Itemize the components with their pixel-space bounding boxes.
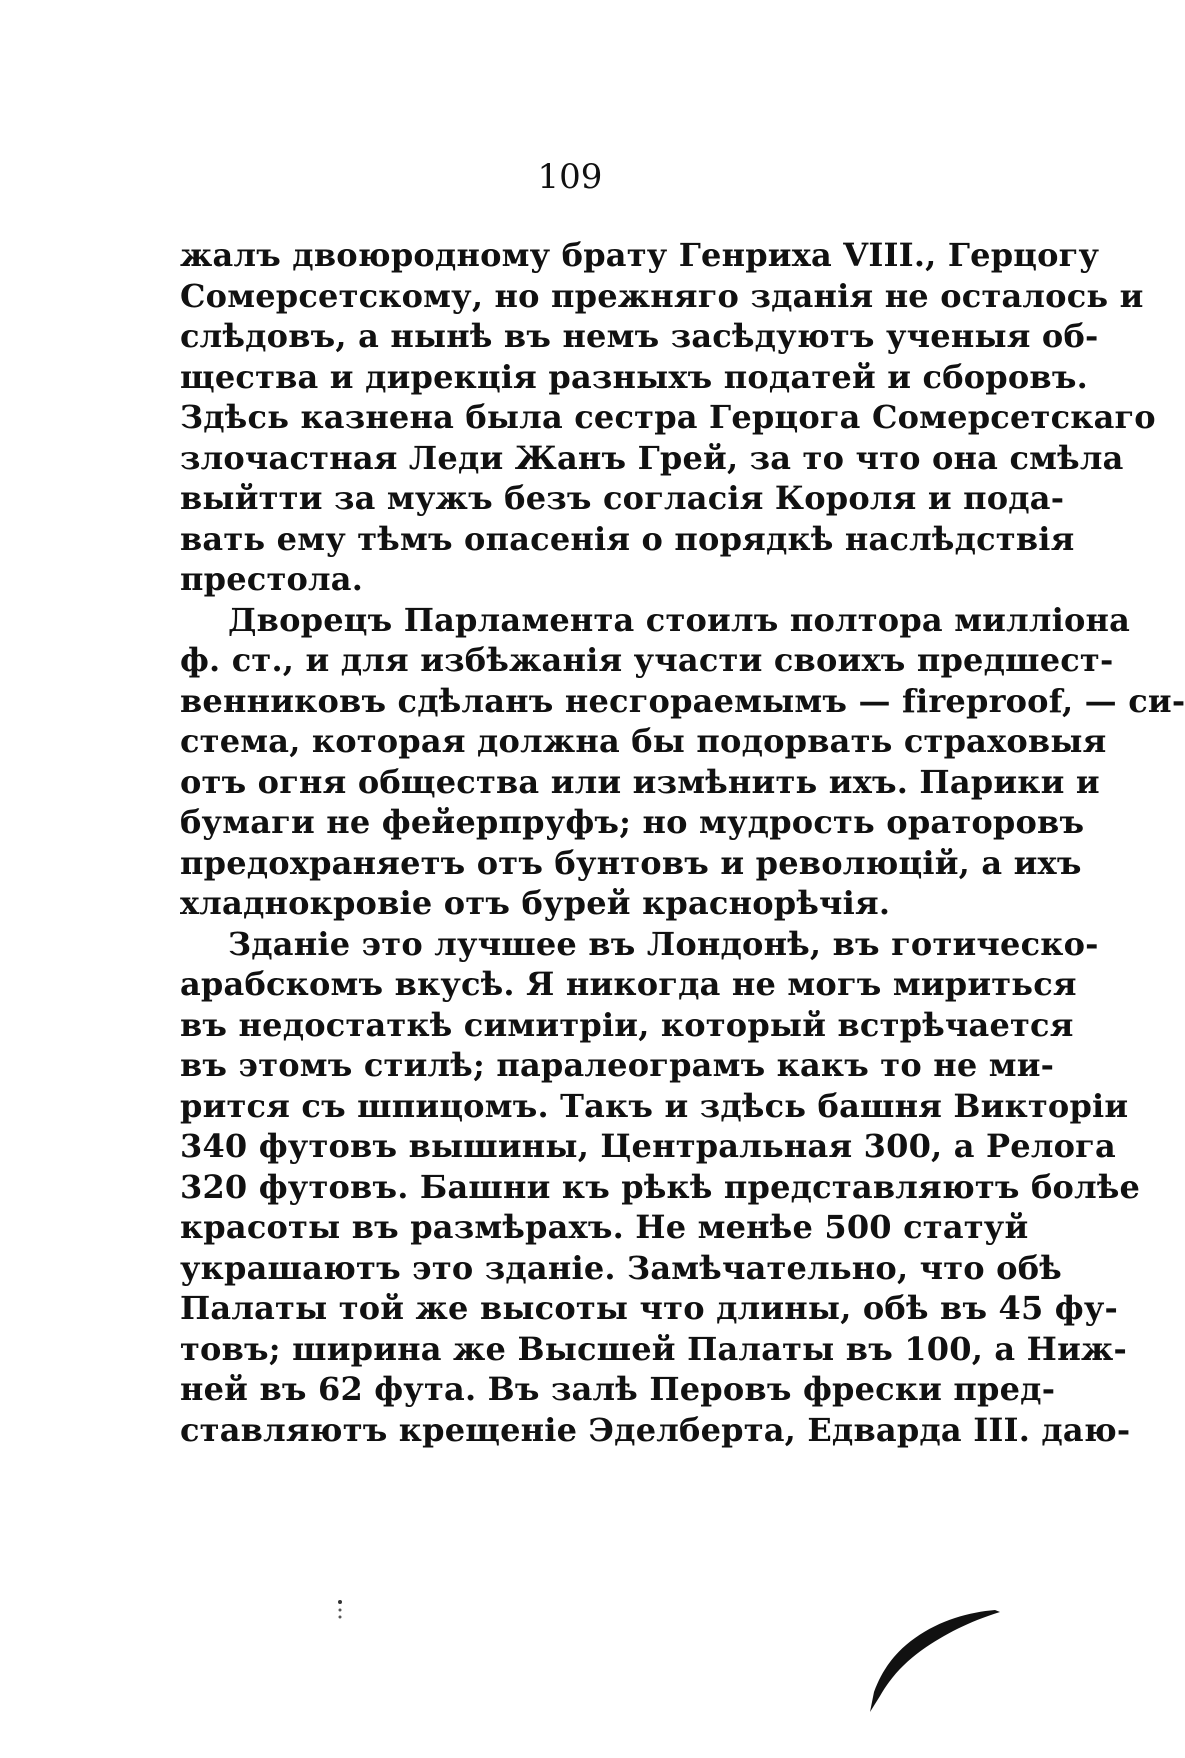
text-line: Дворецъ Парламента стоилъ полтора милліона [228, 600, 1131, 639]
text-line: жалъ двоюродному брату Генриха VIII., Герцогу [180, 236, 1100, 274]
text-line: отъ огня общества или измѣнить ихъ. Парики и [180, 762, 1100, 801]
text-line: выйтти за мужъ безъ согласія Короля и пода- [180, 479, 1065, 517]
text-line: ставляютъ крещеніе Эделберта, Едварда III. даю- [180, 1410, 1131, 1449]
text-line: въ этомъ стилѣ; паралеограмъ какъ то не ми- [180, 1046, 1055, 1084]
text-line: ф. ст., и для избѣжанія участи своихъ предшест- [180, 641, 1114, 679]
text-line: 340 футовъ вышины, Центральная 300, а Релога [180, 1127, 1116, 1165]
text-line: престола. [180, 560, 364, 598]
text-line: венниковъ сдѣланъ несгораемымъ — fireproof, — си- [180, 681, 1185, 720]
body-text [180, 235, 1185, 1450]
text-line: украшаютъ это зданіе. Замѣчательно, что обѣ [180, 1248, 1062, 1287]
text-line: Здѣсь казнена была сестра Герцога Сомерсетскаго [180, 398, 1156, 436]
text-line: 320 футовъ. Башни къ рѣкѣ представляютъ болѣе [180, 1167, 1141, 1206]
text-line: щества и дирекція разныхъ податей и сборовъ. [180, 357, 1088, 396]
text-line: злочастная Леди Жанъ Грей, за то что она смѣла [180, 438, 1124, 477]
text-line: стема, которая должна бы подорвать страховыя [180, 722, 1107, 760]
text-line: ней въ 62 фута. Въ залѣ Перовъ фрески пред- [180, 1370, 1056, 1408]
text-line: хладнокровіе отъ бурей краснорѣчія. [180, 884, 891, 922]
text-line: бумаги не фейерпруфъ; но мудрость ораторовъ [180, 803, 1085, 841]
text-line: Зданіе это лучшее въ Лондонѣ, въ готическо- [228, 924, 1099, 963]
page-number: 109 [537, 157, 603, 197]
dot-decoration [335, 1598, 345, 1622]
ink-blot-decoration [860, 1600, 1010, 1720]
text-line: арабскомъ вкусѣ. Я никогда не могъ мириться [180, 965, 1077, 1003]
text-line: рится съ шпицомъ. Такъ и здѣсь башня Викторіи [180, 1086, 1129, 1125]
text-line: Сомерсетскому, но прежняго зданія не осталось и [180, 276, 1144, 315]
text-line: предохраняетъ отъ бунтовъ и революцій, а ихъ [180, 843, 1082, 882]
text-line: красоты въ размѣрахъ. Не менѣе 500 статуй [180, 1208, 1029, 1246]
text-line: вать ему тѣмъ опасенія о порядкѣ наслѣдствія [180, 519, 1075, 558]
text-line: Палаты той же высоты что длины, обѣ въ 45 фу- [180, 1289, 1119, 1327]
text-line: слѣдовъ, а нынѣ въ немъ засѣдуютъ ученыя об- [180, 317, 1099, 355]
text-line: въ недостаткѣ симитріи, который встрѣчается [180, 1005, 1074, 1044]
text-line: товъ; ширина же Высшей Палаты въ 100, а Ниж- [180, 1329, 1128, 1368]
